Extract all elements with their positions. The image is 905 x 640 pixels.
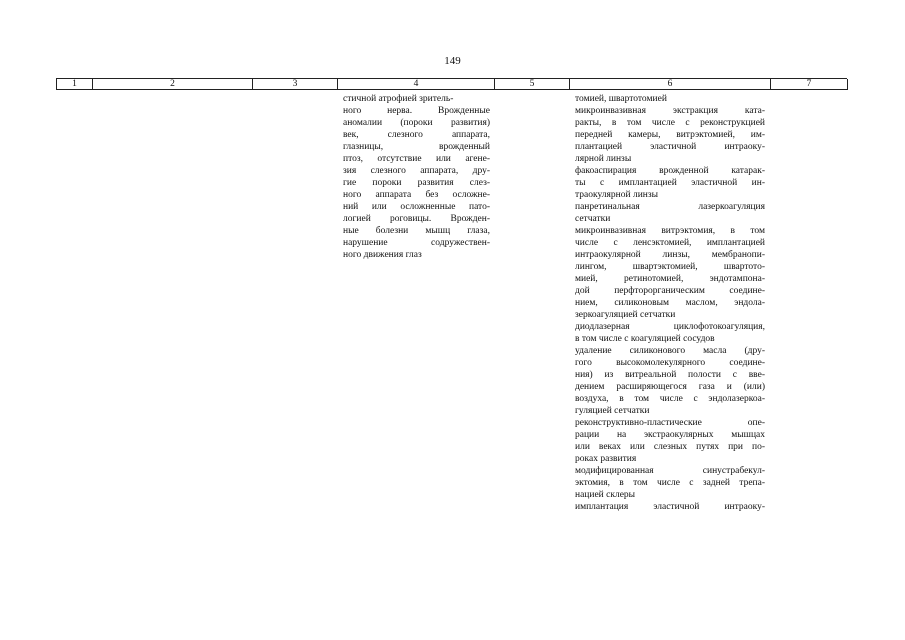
header-cell-3: 3 — [253, 79, 338, 90]
column-6-treatment-text — [575, 93, 765, 513]
text-line: гие пороки развития слез- — [343, 178, 490, 188]
text-line: зия слезного аппарата, дру- — [343, 166, 490, 176]
text-line: факоаспирация врожденной катарак- — [575, 166, 765, 176]
text-line: плантацией эластичной интраоку- — [575, 142, 765, 152]
text-line: диодлазерная циклофотокоагуляция, — [575, 322, 765, 332]
header-cell-5: 5 — [495, 79, 570, 90]
text-line: гого высокомолекулярного соедине- — [575, 358, 765, 368]
header-cell-1: 1 — [57, 79, 93, 90]
text-line: ний или осложненные пато- — [343, 202, 490, 212]
column-4-diagnosis-text — [343, 93, 490, 261]
header-cell-2: 2 — [93, 79, 253, 90]
text-line: мией, ретинотомией, эндотампона- — [575, 274, 765, 284]
text-line: роках развития — [575, 454, 637, 464]
text-line: ного движения глаз — [343, 250, 422, 260]
text-line: числе с ленсэктомией, имплантацией — [575, 238, 765, 248]
text-line: дой перфторорганическим соедине- — [575, 286, 765, 296]
text-line: стичной атрофией зритель- — [343, 94, 454, 104]
header-cell-4: 4 — [338, 79, 495, 90]
text-line: сетчатки — [575, 214, 611, 224]
text-line: глазницы, врожденный — [343, 142, 490, 152]
text-line: интраокулярной линзы, мембранопи- — [575, 250, 765, 260]
text-line: траокулярной линзы — [575, 190, 658, 200]
text-line: реконструктивно-пластические опе- — [575, 418, 765, 428]
text-line: зеркоагуляцией сетчатки — [575, 310, 676, 320]
page-number: 149 — [444, 55, 461, 67]
text-line: панретинальная лазеркоагуляция — [575, 202, 765, 212]
text-line: передней камеры, витрэктомией, им- — [575, 130, 765, 140]
text-line: в том числе с коагуляцией сосудов — [575, 334, 715, 344]
text-line: век, слезного аппарата, — [343, 130, 490, 140]
text-line: модифицированная синустрабекул- — [575, 466, 765, 476]
text-line: микроинвазивная витрэктомия, в том — [575, 226, 765, 236]
text-line: имплантация эластичной интраоку- — [575, 502, 765, 512]
text-line: нацией склеры — [575, 490, 636, 500]
text-line: ные болезни мышц глаза, — [343, 226, 490, 236]
text-line: удаление силиконового масла (дру- — [575, 346, 765, 356]
text-line: микроинвазивная экстракция ката- — [575, 106, 765, 116]
text-line: ного аппарата без осложне- — [343, 190, 490, 200]
text-line: томией, швартотомией — [575, 94, 667, 104]
text-line: или веках или слезных путях при по- — [575, 442, 765, 452]
text-line: птоз, отсутствие или агене- — [343, 154, 490, 164]
text-line: ния) из витреальной полости с вве- — [575, 370, 765, 380]
text-line: нарушение содружествен- — [343, 238, 490, 248]
text-line: лингом, швартэктомией, швартото- — [575, 262, 765, 272]
text-line: воздуха, в том числе с эндолазеркоа- — [575, 394, 765, 404]
text-line: нием, силиконовым маслом, эндола- — [575, 298, 765, 308]
table-header-row — [56, 78, 847, 90]
text-line: дением расширяющегося газа и (или) — [575, 382, 765, 392]
text-line: гуляцией сетчатки — [575, 406, 650, 416]
text-line: ты с имплантацией эластичной ин- — [575, 178, 765, 188]
text-line: ракты, в том числе с реконструкцией — [575, 118, 765, 128]
text-line: ного нерва. Врожденные — [343, 106, 490, 116]
header-cell-7: 7 — [771, 79, 848, 90]
text-line: аномалии (пороки развития) — [343, 118, 490, 128]
text-line: эктомия, в том числе с задней трепа- — [575, 478, 765, 488]
text-line: рации на экстраокулярных мышцах — [575, 430, 765, 440]
text-line: лярной линзы — [575, 154, 632, 164]
text-line: логией роговицы. Врожден- — [343, 214, 490, 224]
header-cell-6: 6 — [570, 79, 771, 90]
